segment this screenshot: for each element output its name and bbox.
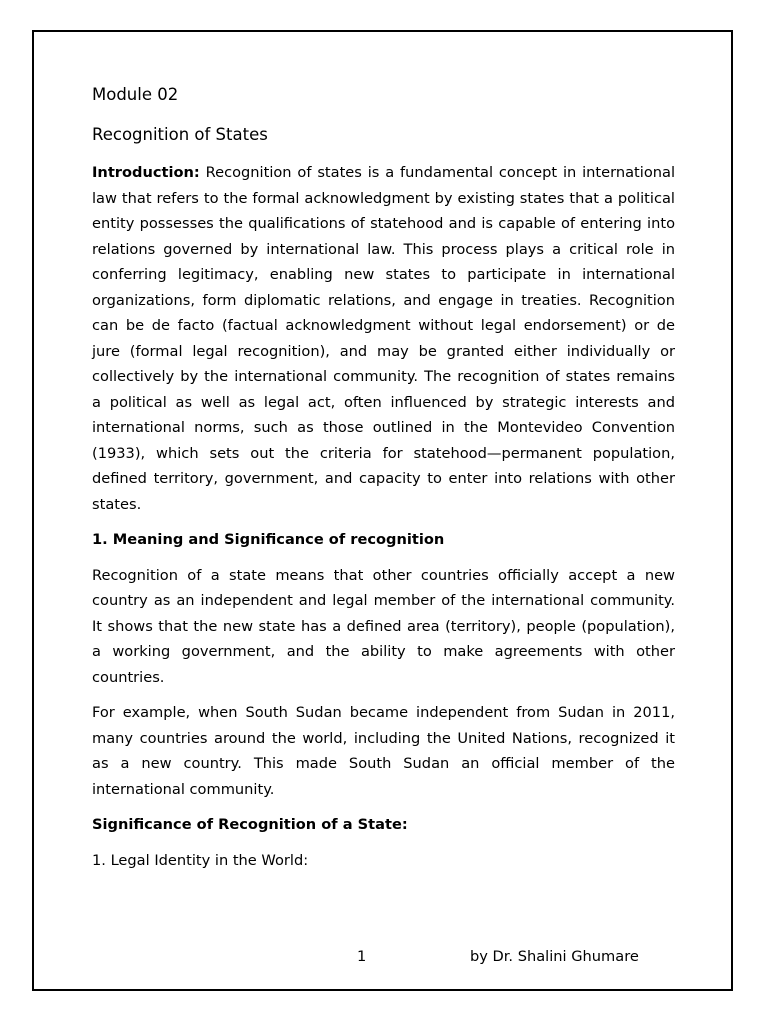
page-content (92, 84, 675, 873)
section-heading-meaning: 1. Meaning and Significance of recognition (92, 531, 445, 548)
introduction-label: Introduction: (92, 164, 200, 181)
example-paragraph: For example, when South Sudan became independent from Sudan in 2011, many countries around the world, including the United Nations, recognized it as a new country. This made South Sudan an official member of the international community. (92, 704, 675, 798)
introduction-paragraph (92, 160, 675, 517)
significance-heading: Significance of Recognition of a State: (92, 816, 408, 833)
page-title: Recognition of States (92, 125, 268, 144)
footer-author: by Dr. Shalini Ghumare (470, 948, 639, 965)
list-item-legal-identity: 1. Legal Identity in the World: (92, 851, 309, 869)
module-label: Module 02 (92, 85, 179, 104)
introduction-text: Recognition of states is a fundamental concept in international law that refers to the formal acknowledgment by existing states that a political entity possesses the qualifications of statehood and is capable of entering into relations governed by international law. This process plays a critical role in conferring legitimacy, enabling new states to participate in international organizations, form diplomatic relations, and engage in treaties. Recognition can be de facto (factual acknowledgment without legal endorsement) or de jure (formal legal recognition), and may be granted either individually or collectively by the international community. The recognition of states remains a political as well as legal act, often influenced by strategic interests and international norms, such as those outlined in the Montevideo Convention (1933), which sets out the criteria for statehood—permanent population, defined territory, government, and capacity to enter into relations with other states. (92, 164, 675, 513)
meaning-paragraph: Recognition of a state means that other countries officially accept a new country as an independent and legal member of the international community. It shows that the new state has a defined area (territory), people (population), a working government, and the ability to make agreements with other countries. (92, 566, 675, 686)
page-number: 1 (357, 948, 367, 965)
